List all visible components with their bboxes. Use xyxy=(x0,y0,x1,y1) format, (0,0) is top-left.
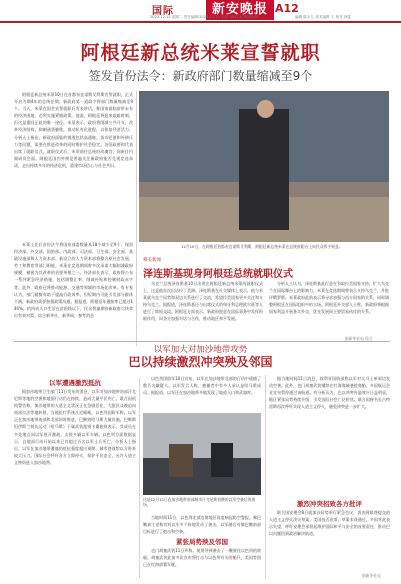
related-news-title: 泽连斯基现身阿根廷总统就职仪式 xyxy=(143,269,293,280)
related-col-1 xyxy=(143,280,263,342)
center-sub-title: 紧张局势殃及邻国 xyxy=(176,538,228,546)
photo-person-2 xyxy=(211,443,232,477)
column-divider xyxy=(265,375,266,578)
related-byline: 据新华社电 综合 xyxy=(345,336,373,341)
center-text-bottom: 当地时间11日，以色列北部边境地区再度响起防空警报。黎巴嫩真主党称其对以军多个阵地发动了袭击，以军随后对黎巴嫩南部目标进行了炮击和空袭。 xyxy=(143,515,261,535)
right-column-text: 据当地时间11日消息，叙利亚国防部称以军对大马士革周边发动空袭。此外，也门胡塞武装继续在红海海域袭扰商船，多国航运企业宣布暂停通过该航道。有分析认为，巴以冲突外溢效应日益明显，地区紧张局势持续升级，引发国际社会广泛担忧。联合国秘书长古特雷斯再次呼吁实现人道主义停火，避免冲突进一步扩大。 xyxy=(269,376,390,410)
column-divider xyxy=(136,91,137,346)
editor-credits: 编辑 陈永九 美术编辑 王 校对 徐雯 xyxy=(295,15,352,19)
center-sub-body xyxy=(143,547,261,578)
right-column xyxy=(269,375,390,495)
main-subheadline: 签发首份法令：新政府部门数量缩减至9个 xyxy=(88,69,313,83)
center-column-top xyxy=(143,375,261,411)
left-section-title: 以军遭遇激烈抵抗 xyxy=(49,379,101,387)
middle-pre-title: 以军加大对加沙地带攻势 xyxy=(153,345,248,355)
conflict-photo-caption: 这是12月11日在加沙地带南部城市汗尤尼斯拍摄的以军空袭后的现场。 xyxy=(143,497,256,507)
middle-title: 巴以持续激烈冲突殃及邻国 xyxy=(128,355,273,369)
related-col-2 xyxy=(269,280,389,335)
center-column-bottom xyxy=(143,514,261,536)
photo-smoke xyxy=(143,413,261,458)
center-sub-text: 也门胡塞武装11日声称，使用导弹袭击了一艘驶往以色列的商船。胡塞武装此前多次宣布将打击与以色列有关的船只，美国等国已在红海部署军舰。 xyxy=(143,548,261,568)
newspaper-logo: 新安晚报 xyxy=(206,0,274,20)
related-news-label: 相关新闻 xyxy=(143,258,161,263)
page-number: A12 xyxy=(275,2,299,15)
lead-photo xyxy=(139,91,389,242)
section-divider xyxy=(14,341,390,342)
conflict-photo xyxy=(143,413,261,495)
left-column-text: 据加沙地带卫生部门11日发布的消息，以军对加沙地带南部汗尤尼斯等地的空袭和地面行动仍在持续，造成大量平民伤亡。联合国机构警告称，加沙地带的人道主义状况正在急剧恶化，大批民众被迫向南部拉法等地转移，当地医疗系统几近瘫痪。以色列国防军称，以军正在加沙地带南部和北部同时推进，已摧毁哈马斯大量设施。巴勒斯坦伊斯兰抵抗运动（哈马斯）下属武装派别卡桑旅则表示，其成员在多处地点同以军展开激战，击毁多辆以军车辆。以色列方面数据显示，自地面行动开始以来已有超过百名以军士兵死亡。分析人士指出，以军在加沙地带遭遇的抵抗强度超出预期，城市巷战给以方带来较大压力。国际社会呼吁各方立即停火，保护平民安全，允许人道主义物资进入加沙地带。 xyxy=(14,389,136,465)
masthead-rule xyxy=(0,21,401,23)
column-divider xyxy=(139,378,140,578)
lead-article-text-1: 阿根廷新总统米莱10日在首都布宜诺斯艾利斯宣誓就职，正式开启为期4年的总统任期。新政府第一道政令将部门数量缩减至9个。当天，米莱在国会宣誓就职后发表讲话，称国家面临前所未有的经济困境，必须实施紧缩政策。他说，阿根廷将迎来艰难时刻，但这是重回正轨的唯一途径。米莱表示，政府将削减公共开支，改革经济结构，抑制通货膨胀，推动私有化进程，以恢复经济活力。分析人士指出，新政府面临的挑战包括高通胀、货币贬值和外债压力等问题，需要在推进改革的同时维护社会稳定。各国政要和代表出席了就职仪式。就职仪式后，米莱前往总统府玫瑰宫，同新任内阁成员会面。阿根廷国内外舆论普遍关注新政府能否兑现竞选承诺，走出持续多年的经济危机，重建市场信心与社会共识。 xyxy=(14,92,133,168)
photo-ground xyxy=(143,458,261,495)
center-text-top: 以色列国防军10日宣布，以军在加沙地带北部的行动中逮捕了数百名嫌疑人。以军发言人称，被捕者中有多人承认是哈马斯成员。据报道，以军还在加沙地带多地发现了地道入口和武器库。 xyxy=(143,376,261,396)
right-sub-text: 联合国安理会8日就加沙局势举行紧急会议，表决阿联酋提交的人道主义停火决议草案，美国投否决票，草案未获通过。多国对此表示失望，呼吁安理会承担起维护国际和平与安全的首要责任，推动巴以问题回到政治解决轨道。 xyxy=(269,510,390,537)
dateline: 2023.12.12 星期二 责任编辑/2023-12-12 电话 0551-62624000 xyxy=(150,15,259,19)
right-sub-title: 激烈冲突招致各方批评 xyxy=(297,500,362,508)
left-column xyxy=(14,388,136,578)
lead-photo-caption: 12月10日，在阿根廷首都布宜诺斯艾利斯，阿根廷新总统米莱在总统府阳台上向民众挥手致意。 xyxy=(181,244,343,249)
lead-article-col-1b xyxy=(14,241,133,341)
main-headline: 阿根廷新总统米莱宣誓就职 xyxy=(80,42,321,64)
related-text-1: 乌克兰总统泽连斯基10日出现在阿根廷新总统米莱的就职仪式上，这是他首次出访拉丁美洲。泽连斯基在社交媒体上表示，他与米莱就乌克兰局势和双边关系进行了交流，希望拉美国家更多关注和支持乌克兰。据报道，泽连斯基还与出席仪式的匈牙利总理欧尔班等人进行了简短交谈。阿根廷方面表示，新政府愿意在国际事务中发挥积极作用，同各方加强对话与合作，推动地区和平发展。 xyxy=(143,281,263,322)
section-name: 国际 xyxy=(152,6,174,17)
lead-article-col-1 xyxy=(14,91,133,239)
photo-face xyxy=(257,100,275,118)
lead-article-text-2: 米莱上任后首份法令将国家部委数量从18个减少至9个，保留经济部、外交部、国防部、内政部、司法部、卫生部、安全部、基础设施部和人力资本部。新设立的人力资本部将整合原社会发展、劳工和教育等部门职能。米莱在竞选期间曾多次承诺大幅削减政府规模，被视为其改革的首要举措之一。经济部长表示，政府将公布一系列紧急经济措施，包括调整汇率、削减补贴和控制财政赤字等。此外，政府还将推动能源、交通等领域的市场化改革。有专家认为，部门精简有助于提高行政效率，但短期内可能引发部分群体不满，新政府需要加强政策沟通。据报道，阿根廷年通胀率已超过140%，约四成人口生活在贫困线以下，民众普遍期待新政府尽快拿出有效对策。综合新华社、新华网、参考消息 xyxy=(14,242,133,318)
related-text-2: 分析人士认为，泽连斯基此行意在争取拉美国家支持，扩大乌克兰在国际舞台上的影响力。米莱在竞选期间曾表示支持乌克兰，并批评俄罗斯。米莱政府此前表示将寻求加强与西方国家的关系，同时调整阿根廷在国际组织中的立场。阿根廷外交部人士称，新政府将根据国家利益开展务实外交，优先发展同主要贸易伙伴的关系。 xyxy=(269,281,389,315)
middle-byline: 据新华社电 xyxy=(362,573,381,578)
masthead xyxy=(0,0,401,22)
photo-person-1 xyxy=(169,444,193,477)
photo-figure xyxy=(239,109,289,230)
right-sub-body xyxy=(269,509,390,572)
